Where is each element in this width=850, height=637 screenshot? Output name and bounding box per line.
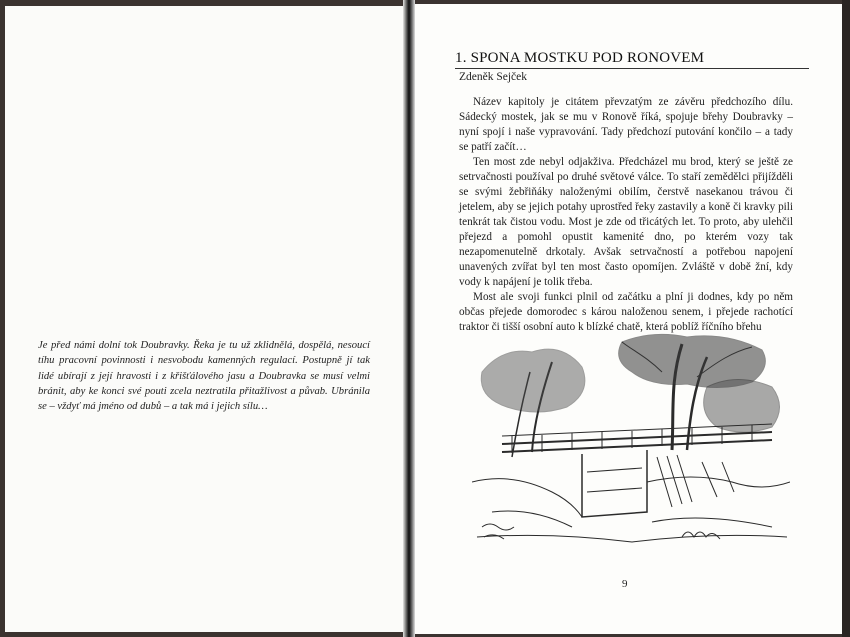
chapter-body xyxy=(459,91,793,335)
left-page-text xyxy=(38,338,370,414)
left-page xyxy=(5,6,407,632)
chapter-author: Zdeněk Sejček xyxy=(459,71,528,83)
body-paragraph: Ten most zde nebyl odjakživa. Předcházel mu brod, který se ještě ze setrvačnosti používal po druhé světové válce. To staří zemědělci přijížděli se svými žebřiňáky naloženými obilím, čerstvě nasekanou trávou či jetelem, aby se jejich potahy uprostřed řeky zastavily a koně či kravky pili tenkrát tak čistou vodu. Most je zde od třicátých let. To proto, aby ulehčil přejezd a pomohl opustit kamenité dno, po kterém vozy tak nezapomenutelně drkotaly. Avšak setrvačností a potřebou napojení unavených zvířat byl ten most často opomíjen. Zvláště v době žní, kdy vody k napájení je tolik třeba. xyxy=(459,156,793,288)
body-paragraph: Název kapitoly je citátem převzatým ze závěru předchozího dílu. Sádecký mostek, jak se mu v Ronově říká, spojuje břehy Doubravky – nyní spojí i naše vypravování. Tady předchozí putování končilo – a tady se patří začít… xyxy=(459,96,793,153)
chapter-title: 1. SPONA MOSTKU POD RONOVEM xyxy=(455,50,809,69)
page-number: 9 xyxy=(622,578,628,590)
bridge-sketch xyxy=(472,332,790,554)
body-paragraph: Most ale svoji funkci plnil od začátku a plní ji dodnes, kdy po něm občas přejede domorodec s károu naloženou senem, i přejede rachotící traktor či tišší osobní auto k blízké chatě, která poblíž říčního břehu xyxy=(459,291,793,333)
epigraph-paragraph: Je před námi dolní tok Doubravky. Řeka je tu už zklidnělá, dospělá, nesoucí tíhu pracovní povinnosti i nesvobodu kamenných regulací. Postupně jí tak lidé ubírají z její hravosti i z křišťálového jasu a Doubravka se musí velmi bránit, aby ke konci své pouti zcela neztratila přitažlivost a půvab. Ubránila se – vždyť má jméno od dubů – a tak má i jejich sílu… xyxy=(38,340,370,413)
book-edge xyxy=(842,0,850,637)
book-gutter xyxy=(403,0,415,637)
